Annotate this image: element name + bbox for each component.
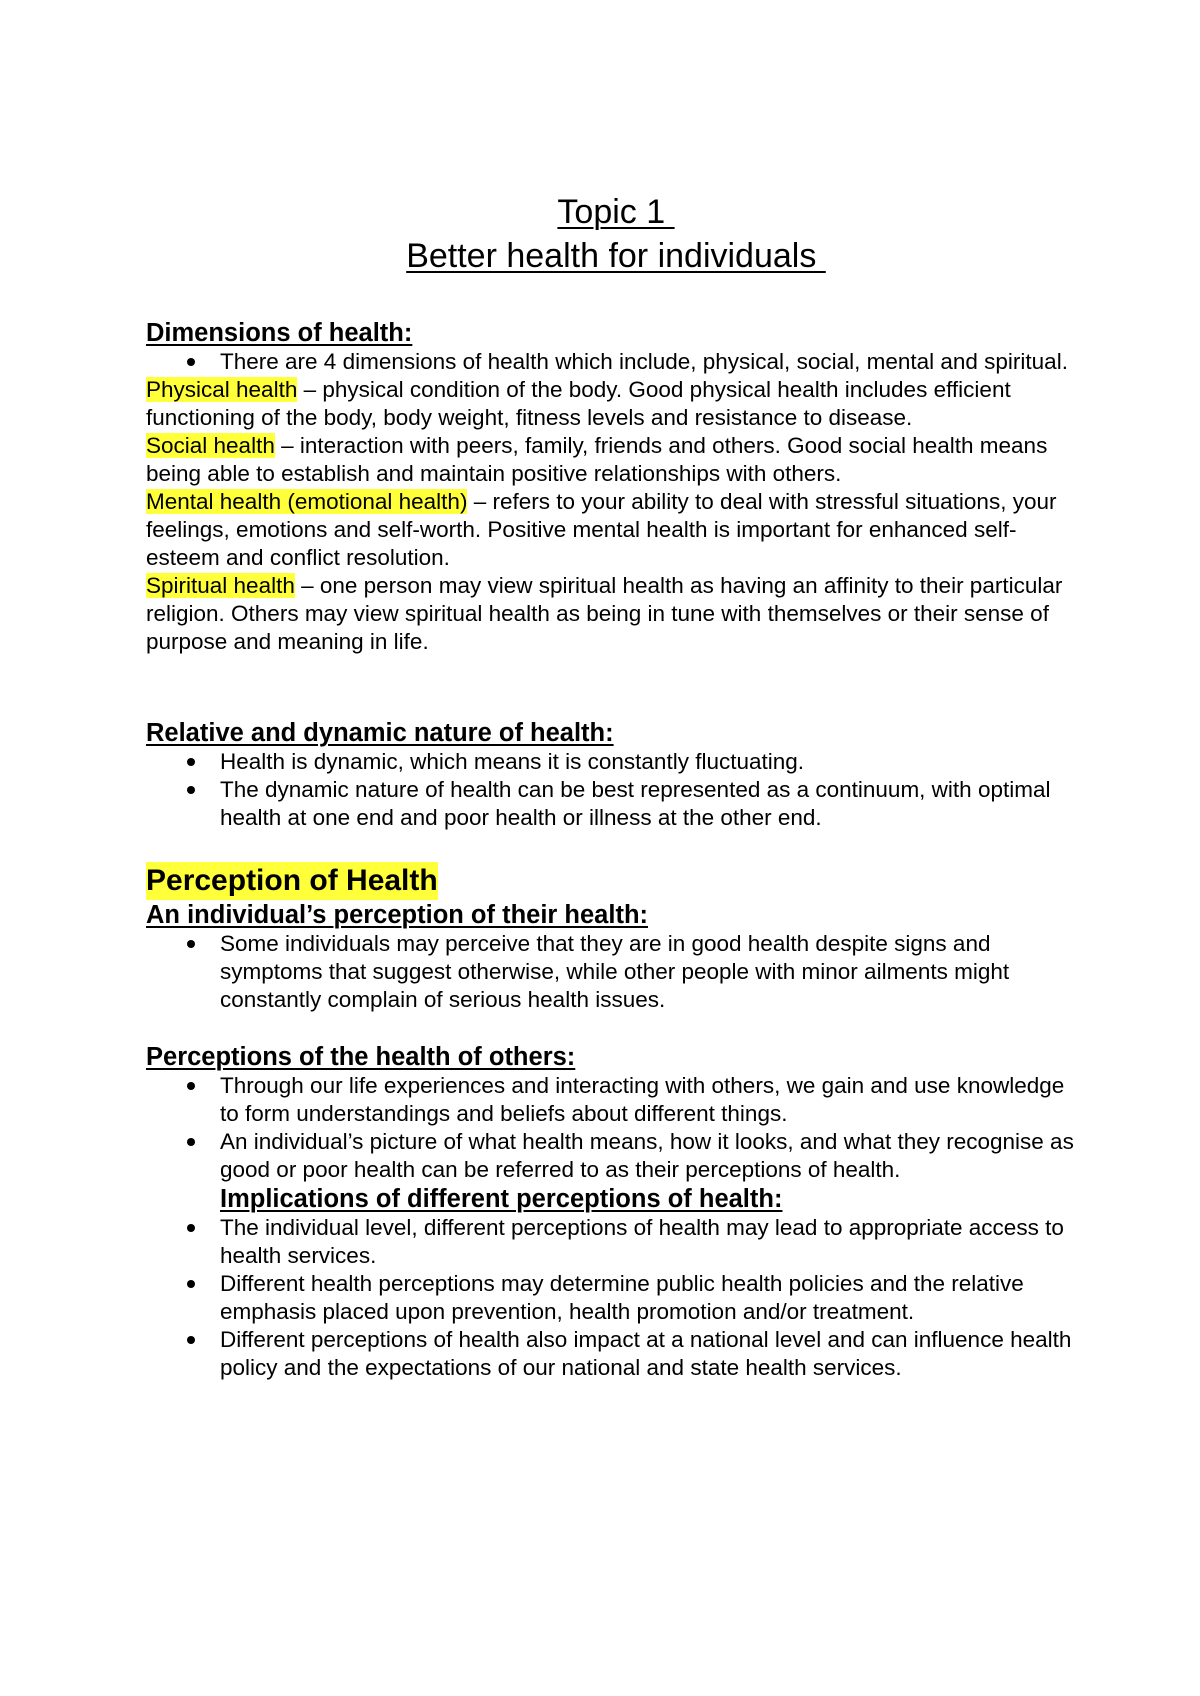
definition-mental <box>146 488 1086 572</box>
definition-text: – interaction with peers, family, friends and others. Good social health means being able to establish and maintain positive relationships with others. <box>146 433 1048 486</box>
list-item: The dynamic nature of health can be best represented as a continuum, with optimal health at one end and poor health or illness at the other end. <box>146 776 1086 832</box>
list-item: The individual level, different perceptions of health may lead to appropriate access to health services. <box>146 1214 1086 1270</box>
dimensions-heading: Dimensions of health: <box>146 319 413 347</box>
definition-text: – refers to your ability to deal with stressful situations, your feelings, emotions and self-worth. Positive mental health is important for enhanced self-esteem and conflict resolution. <box>146 489 1057 570</box>
definition-spiritual <box>146 572 1086 656</box>
individual-perception-bullets <box>146 930 1086 1014</box>
list-item: An individual’s picture of what health means, how it looks, and what they recognise as good or poor health can be referred to as their perceptions of health. <box>146 1128 1086 1184</box>
document-title <box>146 190 1086 278</box>
definition-text: – physical condition of the body. Good physical health includes efficient functioning of the body, body weight, fitness levels and resistance to disease. <box>146 377 1011 430</box>
title-line-1: Topic 1 <box>557 193 675 231</box>
implications-bullets <box>146 1214 1086 1382</box>
title-line-2: Better health for individuals <box>406 237 826 275</box>
others-perception-bullets <box>146 1072 1086 1184</box>
term-social-health: Social health <box>146 433 275 458</box>
relative-bullets <box>146 748 1086 832</box>
implications-heading: Implications of different perceptions of health: <box>220 1185 783 1213</box>
term-physical-health: Physical health <box>146 377 298 402</box>
definition-text: – one person may view spiritual health as having an affinity to their particular religion. Others may view spiritual health as being in tune with themselves or their sense of purpose and meaning in life. <box>146 573 1063 654</box>
term-spiritual-health: Spiritual health <box>146 573 295 598</box>
list-item: Health is dynamic, which means it is constantly fluctuating. <box>146 748 1086 776</box>
dimensions-bullets <box>146 348 1086 376</box>
list-item: Through our life experiences and interacting with others, we gain and use knowledge to form understandings and beliefs about different things. <box>146 1072 1086 1128</box>
list-item: There are 4 dimensions of health which include, physical, social, mental and spiritual. <box>146 348 1086 376</box>
list-item: Different health perceptions may determine public health policies and the relative emphasis placed upon prevention, health promotion and/or treatment. <box>146 1270 1086 1326</box>
relative-heading: Relative and dynamic nature of health: <box>146 719 614 747</box>
document-body <box>146 318 1086 1382</box>
definition-physical <box>146 376 1086 432</box>
list-item: Different perceptions of health also impact at a national level and can influence health policy and the expectations of our national and state health services. <box>146 1326 1086 1382</box>
list-item: Some individuals may perceive that they are in good health despite signs and symptoms that suggest otherwise, while other people with minor ailments might constantly complain of serious health issues. <box>146 930 1086 1014</box>
perception-heading: Perception of Health <box>146 862 438 900</box>
others-perception-heading: Perceptions of the health of others: <box>146 1043 576 1071</box>
term-mental-health: Mental health (emotional health) <box>146 489 468 514</box>
individual-perception-heading: An individual’s perception of their health: <box>146 901 649 929</box>
definition-social <box>146 432 1086 488</box>
